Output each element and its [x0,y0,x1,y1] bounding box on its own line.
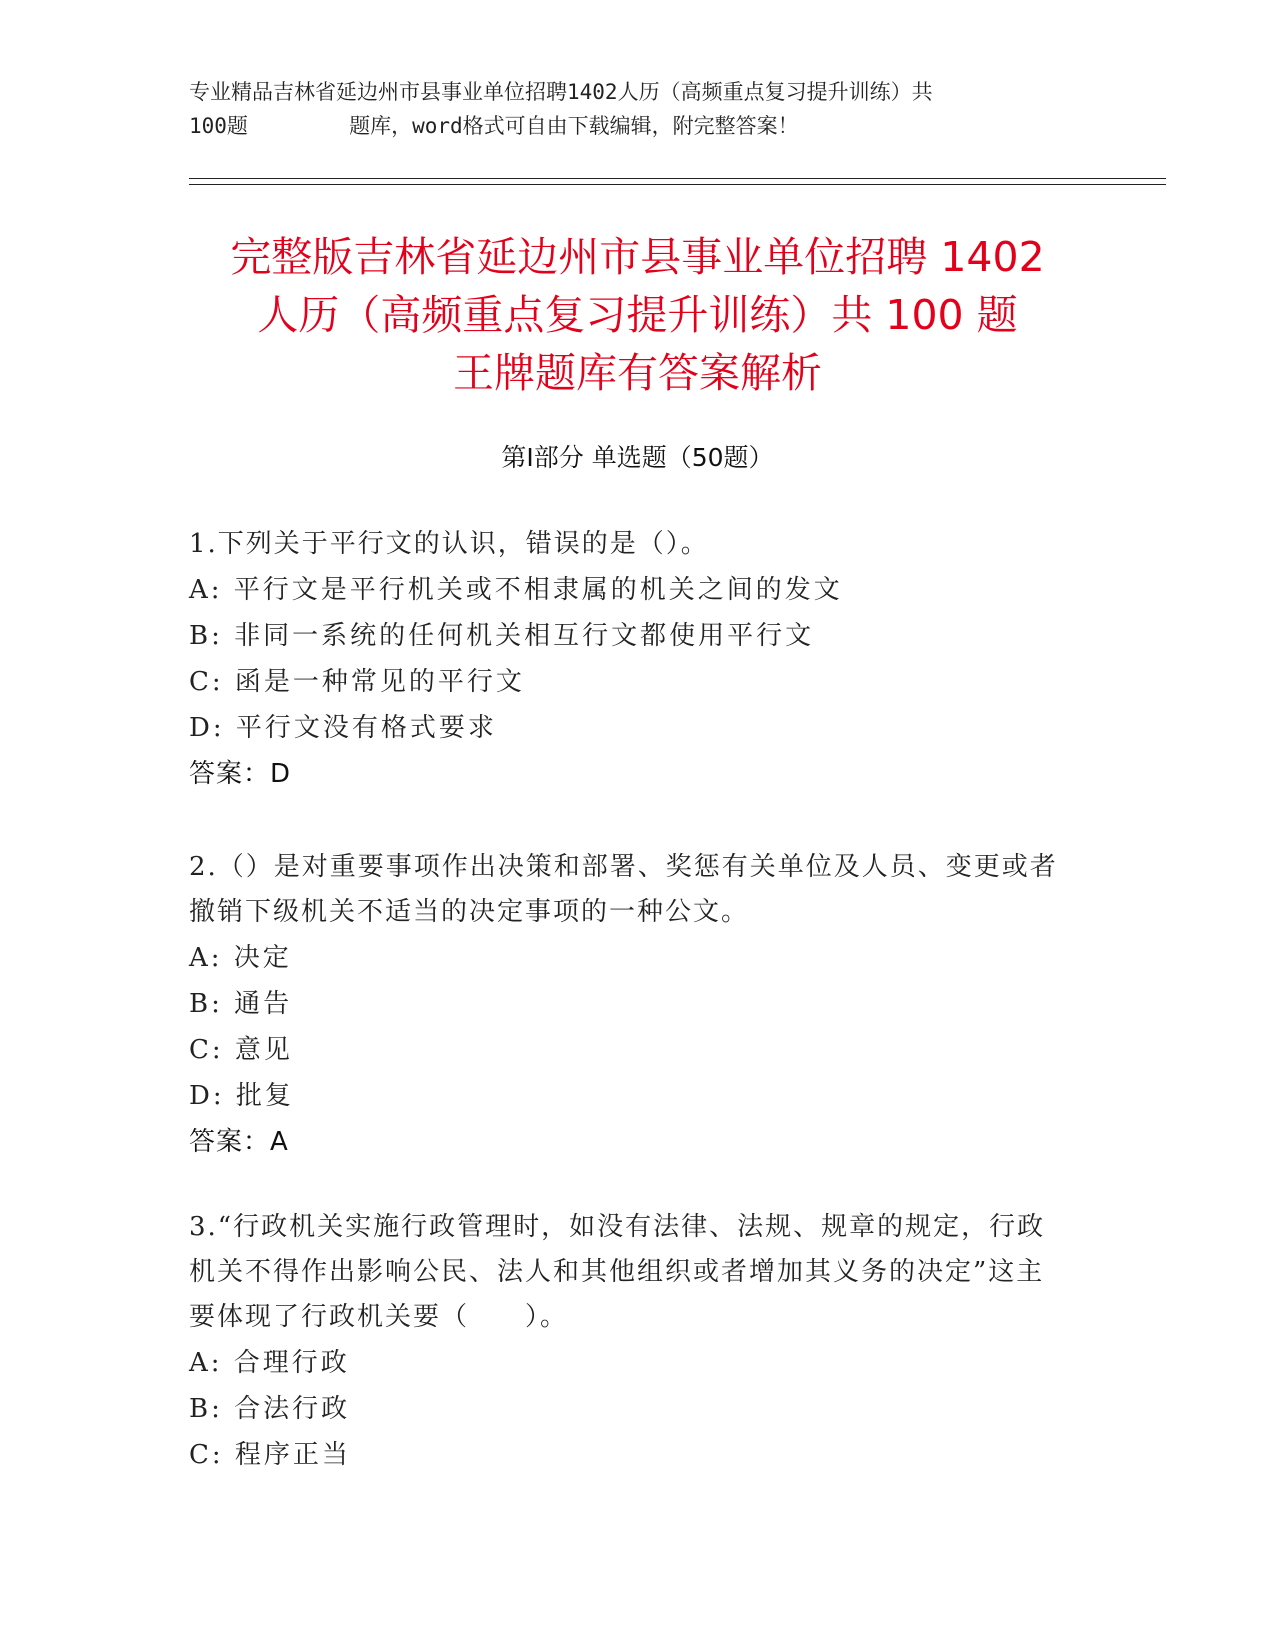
section-title: 第Ⅰ部分 单选题（50题） [501,443,774,472]
option-a: A: 决定 [189,943,292,973]
question-3 [189,1205,1069,1478]
option-c: C: 程序正当 [189,1440,351,1470]
option-a: A: 合理行政 [189,1348,350,1378]
option-a: A: 平行文是平行机关或不相隶属的机关之间的发文 [189,575,843,605]
option-d: D: 批复 [189,1081,294,1111]
answer: 答案：A [189,1127,289,1157]
question-2 [189,845,1069,1165]
header-line-1: 专业精品吉林省延边州市县事业单位招聘1402人历（高频重点复习提升训练）共 [189,80,933,104]
option-c: C: 函是一种常见的平行文 [189,667,525,697]
document-title [150,228,1125,402]
title-line-3: 王牌题库有答案解析 [453,349,822,397]
option-d: D: 平行文没有格式要求 [189,713,497,743]
question-stem: 2.（）是对重要事项作出决策和部署、奖惩有关单位及人员、变更或者撤销下级机关不适当的决定事项的一种公文。 [189,852,1058,927]
answer: 答案：D [189,759,292,789]
option-b: B: 非同一系统的任何机关相互行文都使用平行文 [189,621,815,651]
header-line-2: 100题 题库，word格式可自由下载编辑，附完整答案！ [189,114,799,138]
question-1 [189,522,1069,797]
title-line-1: 完整版吉林省延边州市县事业单位招聘 1402 [230,233,1045,281]
question-stem: 3.“行政机关实施行政管理时，如没有法律、法规、规章的规定，行政机关不得作出影响公民、法人和其他组织或者增加其义务的决定”这主要体现了行政机关要（ ）。 [189,1212,1046,1332]
question-stem: 1.下列关于平行文的认识，错误的是（）。 [189,529,709,559]
option-b: B: 通告 [189,989,293,1019]
option-b: B: 合法行政 [189,1394,351,1424]
header-rule-top [189,178,1166,179]
title-line-2: 人历（高频重点复习提升训练）共 100 题 [257,291,1018,339]
header-rule-bottom [189,184,1166,185]
option-c: C: 意见 [189,1035,293,1065]
